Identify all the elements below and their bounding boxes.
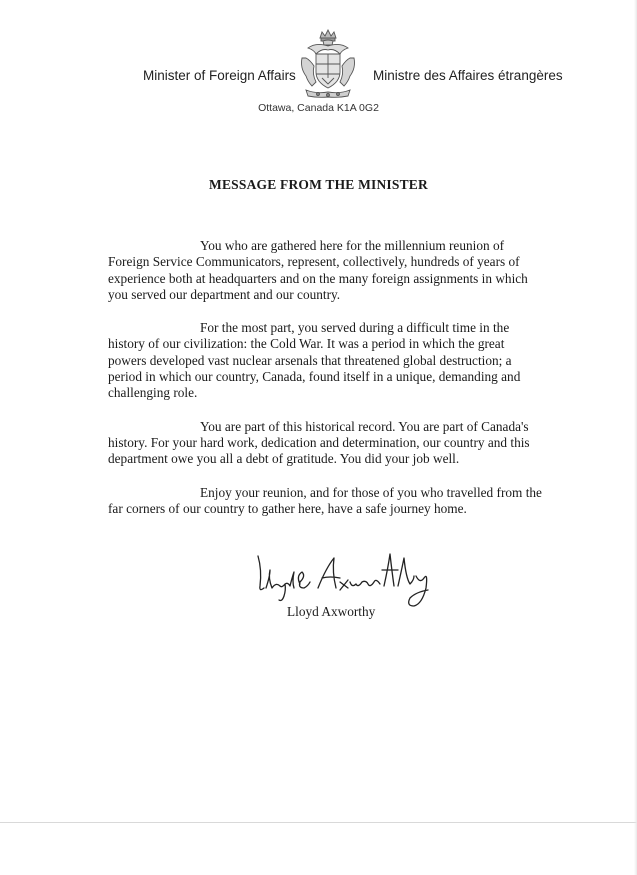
letter-body <box>108 238 542 534</box>
coat-of-arms-icon <box>296 28 360 100</box>
handwritten-signature <box>252 548 452 610</box>
paragraph-2: For the most part, you served during a difficult time in the history of our civilization: the Cold War. It was a period in which the great powers developed vast nuclear arsenals that threatened global destruction; a period in which our country, Canada, found itself in a unique, demanding and challenging role. <box>108 320 521 401</box>
paragraph-3: You are part of this historical record. You are part of Canada's history. For your hard work, dedication and determination, our country and this department owe you all a debt of gratitude. You did your job well. <box>108 418 530 467</box>
ministry-address: Ottawa, Canada K1A 0G2 <box>258 102 379 114</box>
page-title: MESSAGE FROM THE MINISTER <box>209 177 428 192</box>
letterhead-french: Ministre des Affaires étrangères <box>373 68 563 83</box>
letterhead-english: Minister of Foreign Affairs <box>143 68 296 83</box>
signer-name: Lloyd Axworthy <box>287 604 376 619</box>
scan-fold-line <box>0 822 637 823</box>
paragraph-1: You who are gathered here for the millennium reunion of Foreign Service Communicators, represent, collectively, hundreds of years of experience both at headquarters and on the many foreign assignments in which you served our department and our country. <box>108 238 528 302</box>
paragraph-4: Enjoy your reunion, and for those of you who travelled from the far corners of our country to gather here, have a safe journey home. <box>108 484 542 516</box>
